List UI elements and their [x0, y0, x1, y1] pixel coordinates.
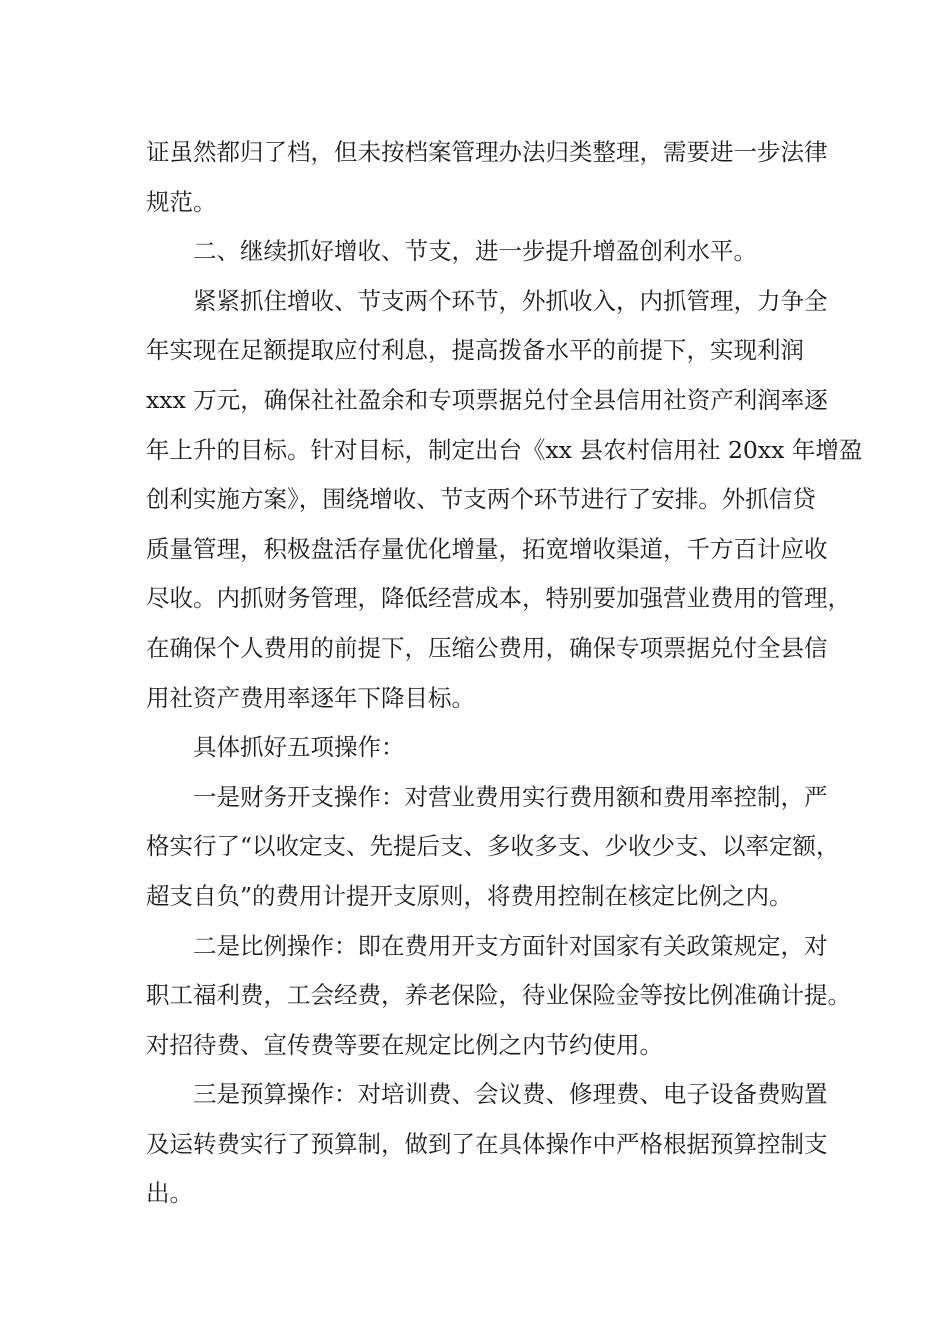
text-line: 证虽然都归了档，但未按档案管理办法归类整理，需要进一步法律: [146, 138, 828, 166]
text-line: xxx 万元，确保社社盈余和专项票据兑付全县信用社资产利润率逐: [146, 385, 828, 414]
section-heading: 二、继续抓好增收、节支，进一步提升增盈创利水平。: [193, 237, 757, 266]
text-line: 出。: [146, 1179, 193, 1208]
text-line: 创利实施方案》，围绕增收、节支两个环节进行了安排。外抓信贷: [146, 485, 816, 514]
text-line: 三是预算操作：对培训费、会议费、修理费、电子设备费购置: [193, 1080, 828, 1109]
text-line: 在确保个人费用的前提下，压缩公费用，确保专项票据兑付全县信: [146, 633, 828, 662]
text-line: 格实行了“以收定支、先提后支、多收多支、少收少支、以率定额，: [146, 832, 840, 861]
text-line: 二是比例操作：即在费用开支方面针对国家有关政策规定，对: [193, 931, 828, 960]
text-line: 及运转费实行了预算制，做到了在具体操作中严格根据预算控制支: [146, 1129, 828, 1158]
text-line: 紧紧抓住增收、节支两个环节，外抓收入，内抓管理，力争全: [193, 286, 828, 315]
text-line: 尽收。内抓财务管理，降低经营成本，特别要加强营业费用的管理，: [146, 584, 851, 613]
text-line: 职工福利费，工会经费，养老保险，待业保险金等按比例准确计提。: [146, 981, 851, 1010]
text-line: 年上升的目标。针对目标，制定出台《xx 县农村信用社 20xx 年增盈: [146, 435, 863, 464]
text-line: 超支自负”的费用计提开支原则，将费用控制在核定比例之内。: [146, 881, 793, 910]
text-line: 规范。: [146, 187, 217, 216]
text-line: 质量管理，积极盘活存量优化增量，拓宽增收渠道，千方百计应收: [146, 534, 828, 563]
document-body: [146, 128, 863, 1219]
text-line: 具体抓好五项操作：: [193, 733, 405, 762]
text-line: 对招待费、宣传费等要在规定比例之内节约使用。: [146, 1030, 663, 1059]
text-line: 年实现在足额提取应付利息，提高拨备水平的前提下，实现利润: [146, 336, 804, 365]
text-line: 一是财务开支操作：对营业费用实行费用额和费用率控制，严: [193, 782, 828, 811]
text-line: 用社资产费用率逐年下降目标。: [146, 683, 475, 712]
